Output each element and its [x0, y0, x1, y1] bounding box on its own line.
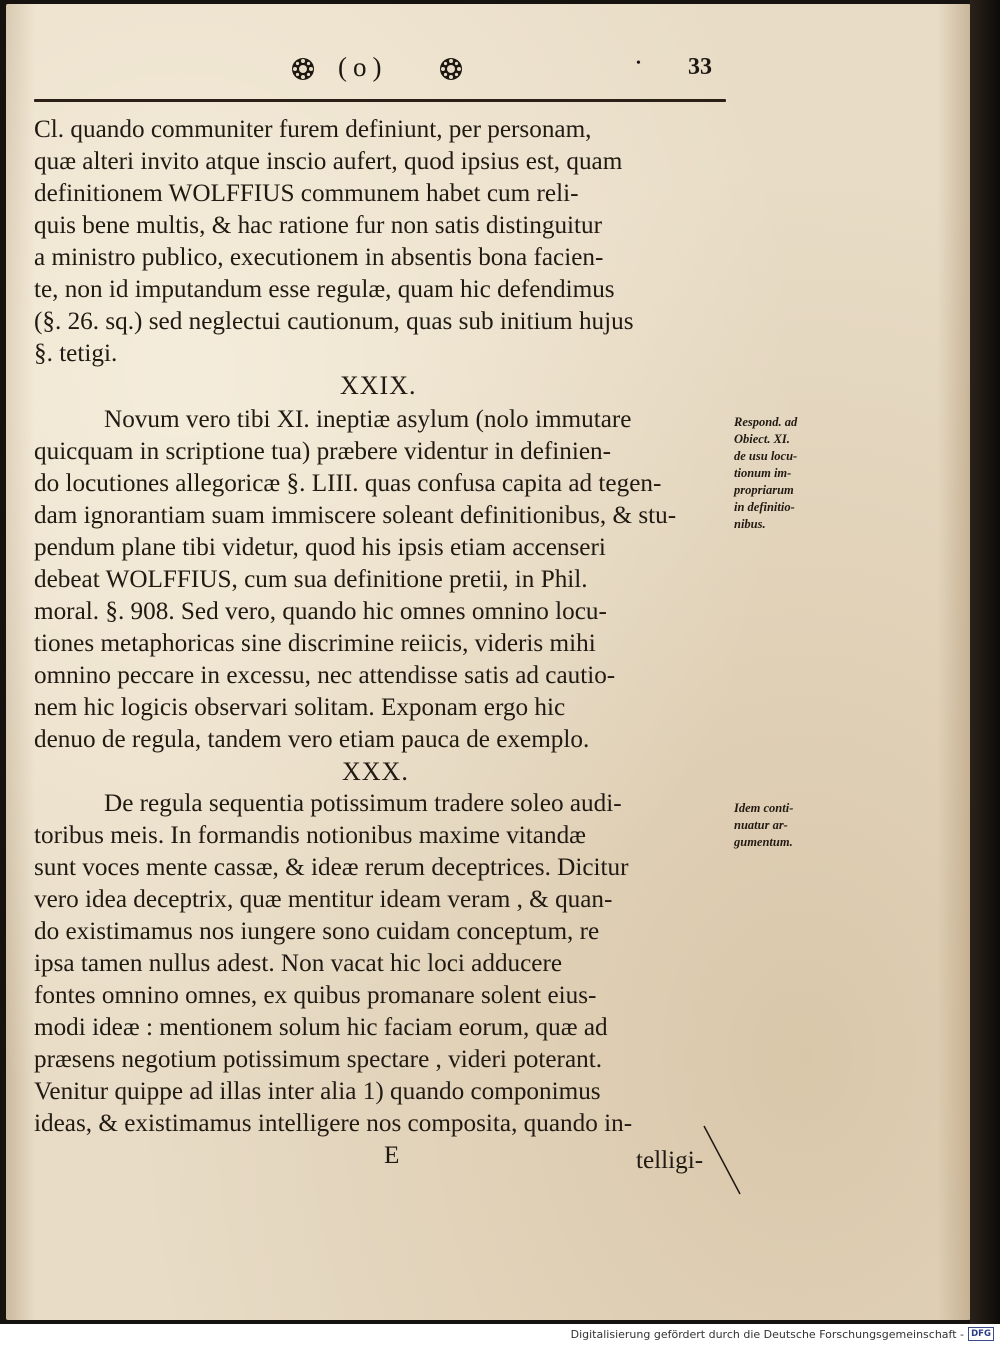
header-rule [34, 99, 726, 102]
body-line: do existimamus nos iungere sono cuidam conceptum, re [34, 918, 600, 945]
body-line: tiones metaphoricas sine discrimine reiicis, videris mihi [34, 630, 596, 657]
rosette-ornament-icon [290, 56, 316, 82]
book-edge [970, 0, 1000, 1324]
body-line: do locutiones allegoricæ §. LIII. quas confusa capita ad tegen- [34, 470, 662, 497]
marginal-note-line: propriarum [734, 483, 794, 497]
body-line: ideas, & existimamus intelligere nos composita, quando in- [34, 1110, 633, 1137]
body-line: quicquam in scriptione tua) præbere videntur in definien- [34, 438, 612, 465]
marginal-note-line: in definitio- [734, 500, 795, 514]
pen-stroke-mark [700, 1120, 750, 1200]
body-line: quis bene multis, & hac ratione fur non satis distinguitur [34, 212, 603, 239]
marginal-note-line: tionum im- [734, 466, 792, 480]
body-line: §. tetigi. [34, 340, 118, 367]
body-line: quæ alteri invito atque inscio aufert, quod ipsius est, quam [34, 148, 623, 175]
rosette-ornament-icon [438, 56, 464, 82]
marginal-note-line: nibus. [734, 517, 766, 531]
body-line: (§. 26. sq.) sed neglectui cautionum, quas sub initium hujus [34, 308, 634, 335]
marginal-note [734, 800, 834, 851]
body-line: ipsa tamen nullus adest. Non vacat hic loci adducere [34, 950, 563, 977]
body-line: nem hic logicis observari solitam. Exponam ergo hic [34, 694, 566, 721]
marginal-note-line: nuatur ar- [734, 818, 788, 832]
body-line: omnino peccare in excessu, nec attendisse satis ad cautio- [34, 662, 616, 689]
signature-mark: (o) [338, 52, 388, 82]
body-line: modi ideæ : mentionem solum hic faciam eorum, quæ ad [34, 1014, 608, 1041]
body-line: Novum vero tibi XI. ineptiæ asylum (nolo immutare [104, 406, 632, 433]
body-line: Cl. quando communiter furem definiunt, per personam, [34, 116, 592, 143]
marginal-note-line: Idem conti- [734, 801, 794, 815]
body-line: a ministro publico, executionem in absentis bona facien- [34, 244, 604, 271]
body-line: debeat WOLFFIUS, cum sua definitione pretii, in Phil. [34, 566, 588, 593]
dfg-logo: DFG [968, 1327, 994, 1341]
body-line: Venitur quippe ad illas inter alia 1) quando componimus [34, 1078, 601, 1105]
header-dot: • [636, 56, 641, 71]
section-heading: XXX. [342, 757, 409, 786]
marginal-note-line: Obiect. XI. [734, 432, 790, 446]
credit-text: Digitalisierung gefördert durch die Deutsche Forschungsgemeinschaft - [570, 1328, 964, 1341]
body-line: fontes omnino omnes, ex quibus promanare solent eius- [34, 982, 597, 1009]
marginal-note-line: gumentum. [734, 835, 793, 849]
body-line: pendum plane tibi videtur, quod his ipsis etiam accenseri [34, 534, 606, 561]
digitization-footer [0, 1324, 1000, 1345]
body-line: De regula sequentia potissimum tradere soleo audi- [104, 790, 622, 817]
marginal-note-line: de usu locu- [734, 449, 798, 463]
body-line: definitionem WOLFFIUS communem habet cum reli- [34, 180, 579, 207]
body-line: toribus meis. In formandis notionibus maxime vitandæ [34, 822, 586, 849]
catchword: telligi- [636, 1147, 704, 1174]
body-line: præsens negotium potissimum spectare , videri poterant. [34, 1046, 603, 1073]
section-heading: XXIX. [340, 371, 417, 400]
signature-letter: E [384, 1142, 400, 1169]
body-line: denuo de regula, tandem vero etiam pauca de exemplo. [34, 726, 590, 753]
body-line: te, non id imputandum esse regulæ, quam hic defendimus [34, 276, 615, 303]
running-header [290, 52, 730, 92]
marginal-note-line: Respond. ad [734, 415, 798, 429]
marginal-note [734, 414, 834, 533]
body-line: moral. §. 908. Sed vero, quando hic omnes omnino locu- [34, 598, 607, 625]
body-line: sunt voces mente cassæ, & ideæ rerum deceptrices. Dicitur [34, 854, 629, 881]
body-line: dam ignorantiam suam immiscere soleant definitionibus, & stu- [34, 502, 677, 529]
body-line: vero idea deceptrix, quæ mentitur ideam veram , & quan- [34, 886, 613, 913]
page-number: 33 [688, 54, 712, 80]
